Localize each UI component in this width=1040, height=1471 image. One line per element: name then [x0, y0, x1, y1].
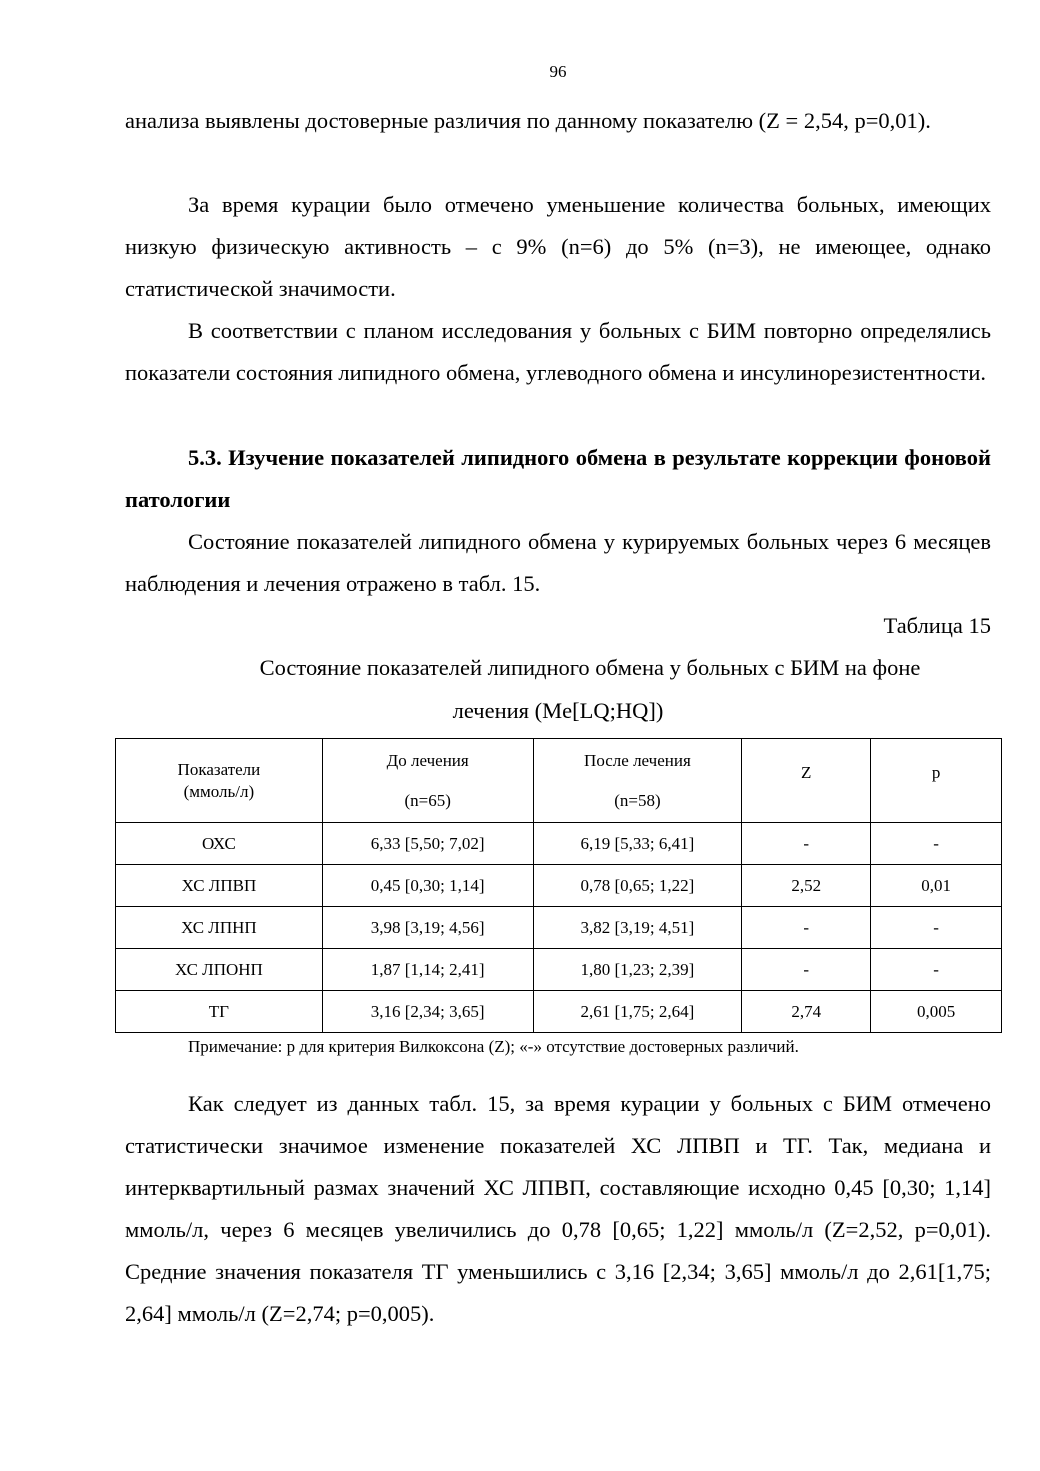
table-row	[116, 991, 1002, 1033]
table-row	[116, 949, 1002, 991]
table-row	[116, 823, 1002, 865]
header-indicators-line-2: (ммоль/л)	[183, 782, 255, 801]
table-label: Таблица 15	[883, 613, 991, 638]
header-after-line-1: После лечения	[584, 751, 691, 770]
cell-z: -	[742, 949, 871, 991]
cell-z: 2,74	[742, 991, 871, 1033]
cell-after: 6,19 [5,33; 6,41]	[533, 823, 742, 865]
cell-before: 3,98 [3,19; 4,56]	[322, 907, 533, 949]
table-caption-line-2: лечения (Me[LQ;HQ])	[452, 698, 664, 723]
header-indicators-line-1: Показатели	[177, 760, 261, 779]
table-header-row	[116, 739, 1002, 823]
cell-p: -	[871, 823, 1002, 865]
page-number: 96	[549, 62, 567, 81]
cell-z: -	[742, 907, 871, 949]
cell-indicator: ТГ	[116, 991, 323, 1033]
cell-indicator: ХС ЛПНП	[116, 907, 323, 949]
cell-indicator: ХС ЛПОНП	[116, 949, 323, 991]
cell-after: 3,82 [3,19; 4,51]	[533, 907, 742, 949]
cell-before: 0,45 [0,30; 1,14]	[322, 865, 533, 907]
paragraph-5: Как следует из данных табл. 15, за время курации у больных с БИМ отмечено статистически значимое изменение показателей ХС ЛПВП и ТГ. Так, медиана и интерквартильный размах значений ХС ЛПВП, составляющие исходно 0,45 [0,30; 1,14] ммоль/л, через 6 месяцев увеличились до 0,78 [0,65; 1,22] ммоль/л (Z=2,52, p=0,01). Средние значения показателя ТГ уменьшились с 3,16 [2,34; 3,65] ммоль/л до 2,61[1,75; 2,64] ммоль/л (Z=2,74; p=0,005).	[125, 1091, 991, 1326]
header-z: Z	[742, 739, 871, 823]
header-indicators	[116, 739, 323, 823]
header-after-treatment	[533, 739, 742, 823]
paragraph-4: Состояние показателей липидного обмена у курируемых больных через 6 месяцев наблюдения и лечения отражено в табл. 15.	[125, 529, 991, 596]
cell-before: 3,16 [2,34; 3,65]	[322, 991, 533, 1033]
header-before-treatment	[322, 739, 533, 823]
cell-indicator: ОХС	[116, 823, 323, 865]
header-before-line-2: (n=65)	[404, 791, 451, 810]
table-row	[116, 865, 1002, 907]
cell-indicator: ХС ЛПВП	[116, 865, 323, 907]
cell-before: 1,87 [1,14; 2,41]	[322, 949, 533, 991]
cell-z: 2,52	[742, 865, 871, 907]
cell-after: 1,80 [1,23; 2,39]	[533, 949, 742, 991]
cell-p: 0,01	[871, 865, 1002, 907]
cell-p: -	[871, 949, 1002, 991]
cell-after: 2,61 [1,75; 2,64]	[533, 991, 742, 1033]
cell-before: 6,33 [5,50; 7,02]	[322, 823, 533, 865]
paragraph-3: В соответствии с планом исследования у больных с БИМ повторно определялись показатели состояния липидного обмена, углеводного обмена и инсулинорезистентности.	[125, 318, 991, 385]
header-before-line-1: До лечения	[386, 751, 469, 770]
paragraph-2: За время курации было отмечено уменьшение количества больных, имеющих низкую физическую активность – с 9% (n=6) до 5% (n=3), не имеющее, однако статистической значимости.	[125, 192, 991, 301]
data-table	[115, 738, 1002, 1033]
table-caption-line-1: Состояние показателей липидного обмена у больных с БИМ на фоне	[259, 655, 921, 680]
cell-after: 0,78 [0,65; 1,22]	[533, 865, 742, 907]
cell-p: 0,005	[871, 991, 1002, 1033]
header-after-line-2: (n=58)	[614, 791, 661, 810]
table-note: Примечание: p для критерия Вилкоксона (Z); «-» отсутствие достоверных различий.	[188, 1037, 799, 1056]
cell-z: -	[742, 823, 871, 865]
cell-p: -	[871, 907, 1002, 949]
paragraph-1: анализа выявлены достоверные различия по данному показателю (Z = 2,54, p=0,01).	[125, 108, 931, 133]
table-row	[116, 907, 1002, 949]
header-p: p	[871, 739, 1002, 823]
section-heading: 5.3. Изучение показателей липидного обмена в результате коррекции фоновой патологии	[125, 445, 991, 512]
